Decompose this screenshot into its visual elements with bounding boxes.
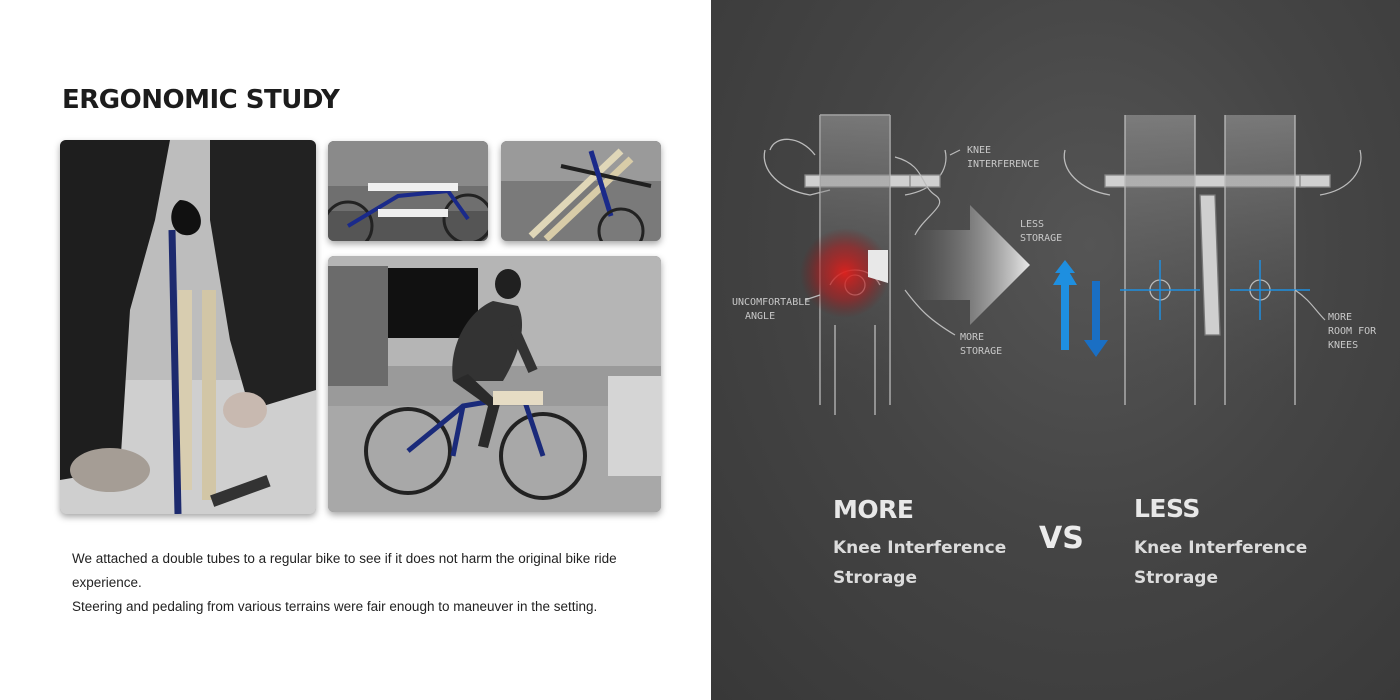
label-angle: ANGLE (745, 311, 776, 322)
arrow-down (1084, 281, 1108, 357)
label-uncomfortable: UNCOMFORTABLE (732, 297, 811, 308)
right-line-1: Knee Interference (1134, 538, 1308, 558)
photo-bike-tubes (501, 141, 661, 241)
label-knee: KNEE (967, 145, 992, 156)
label-interference: INTERFERENCE (967, 159, 1040, 170)
label-storage-2: STORAGE (960, 346, 1003, 357)
label-less: LESS (1020, 219, 1045, 230)
label-more: MORE (960, 332, 985, 343)
label-room-for: ROOM FOR (1328, 326, 1377, 337)
left-line-1: Knee Interference (833, 538, 1007, 558)
right-head: LESS (1134, 494, 1200, 523)
caption-line-1: We attached a double tubes to a regular bike to see if it does not harm the original bike ride experience. (72, 551, 617, 590)
label-more-room: MORE (1328, 312, 1353, 323)
big-arrow (895, 205, 1030, 325)
page-title: ERGONOMIC STUDY (62, 85, 340, 115)
sketch-svg (720, 95, 1400, 425)
photo-rider-in-lab (328, 256, 661, 512)
vs-label: VS (1039, 521, 1084, 556)
caption-line-2: Steering and pedaling from various terrains were fair enough to maneuver in the setting. (72, 599, 598, 614)
photo-bike-side (328, 141, 488, 241)
right-line-2: Strorage (1134, 568, 1218, 588)
label-storage-1: STORAGE (1020, 233, 1063, 244)
left-line-2: Strorage (833, 568, 917, 588)
caption (72, 547, 672, 619)
label-knees: KNEES (1328, 340, 1359, 351)
ergonomic-sketch (720, 95, 1400, 425)
right-figure (1064, 115, 1361, 405)
photo-top-down-legs (60, 140, 316, 514)
left-head: MORE (833, 495, 914, 524)
